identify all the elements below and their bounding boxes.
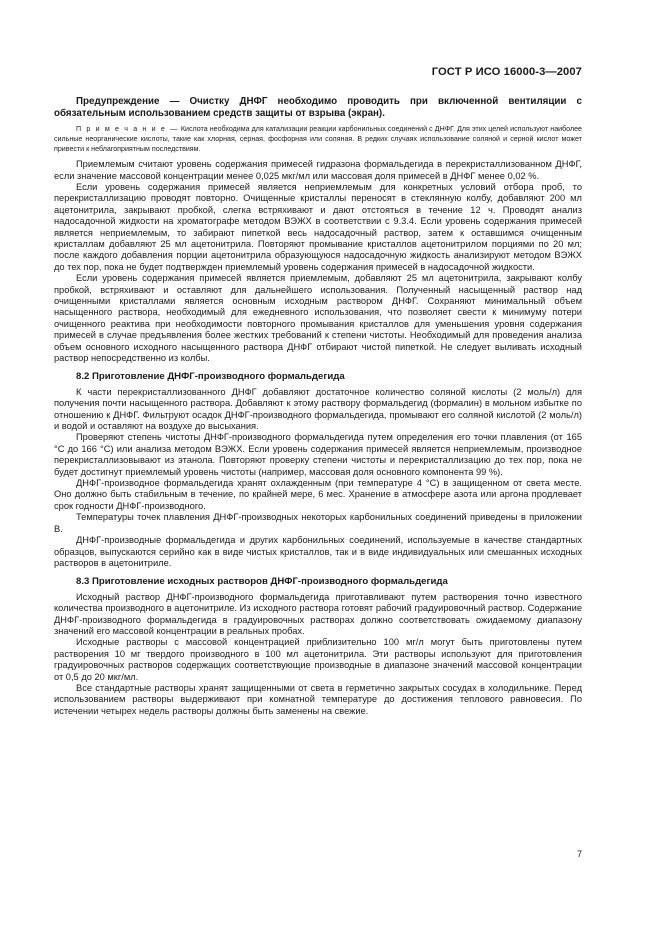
paragraph: Температуры точек плавления ДНФГ-производных некоторых карбонильных соединений приведены в приложении В. [54,512,582,534]
section-heading-8-3: 8.3 Приготовление исходных растворов ДНФГ-производного формальдегида [76,576,448,588]
note-paragraph [54,124,582,154]
paragraph: Исходные растворы с массовой концентрацией приблизительно 100 мг/л могут быть приготовлены путем растворения 10 мг твердого производного в 100 мл ацетонитрила. Эти растворы используют для приготовления градуировочных растворов содержащих соответствующие производные в диапазоне значений массовой концентрации от 0,5 до 20 мкг/мл. [54,637,582,682]
paragraph: Если уровень содержания примесей является приемлемым, добавляют 25 мл ацетонитрила, закрывают колбу пробкой, встряхивают и оставляют для дальнейшего использования. Полученный насыщенный раствор над очищенными кристаллами является основным исходным раствором ДНФГ. Сохраняют минимальный объем насыщенного раствора, необходимый для ежедневного использования, что позволяет свести к минимуму потери очищенного реактива при необходимости повторного промывания кристаллов для уменьшения уровня содержания примесей в случае предъявления более жестких требований к степени чистоты. Необходимый для проведения анализа объем основного исходного насыщенного раствора ДНФГ отбирают чистой пипеткой. Не следует выливать исходный раствор непосредственно из колбы. [54,273,582,363]
note-text: Кислота необходима для катализации реакции карбонильных соединений с ДНФГ. Для этих целей используют наиболее сильные неорганические кислоты, такие как хлорная, серная, фосфорная или соляная. В редких случаях использование соляной и серной кислот может привести к неблагоприятным последствиям. [54,124,582,153]
paragraph: Исходный раствор ДНФГ-производного формальдегида приготавливают путем растворения точно известного количества производного в ацетонитриле. Из исходного раствора готовят рабочий градуировочный раствор. Содержание ДНФГ-производного формальдегида в градуировочных растворах должно соответствовать ожидаемому диапазону значений его массовой концентрации в реальных пробах. [54,591,582,636]
paragraph: К части перекристаллизованного ДНФГ добавляют достаточное количество соляной кислоты (2 моль/л) для получения почти насыщенного раствора. Добавляют к этому раствору формальдегид (формалин) в мольном избытке по отношению к ДНФГ. Фильтруют осадок ДНФГ-производного формальдегида, промывают его соляной кислотой (2 моль/л) и водой и оставляют на воздухе до высыхания. [54,386,582,432]
paragraph: Приемлемым считают уровень содержания примесей гидразона формальдегида в перекристаллизованном ДНФГ, если значение массовой концентрации менее 0,025 мкг/мл или массовая доля примесей в ДНФГ менее 0,02 %. [54,159,582,181]
warning-paragraph: Предупреждение — Очистку ДНФГ необходимо проводить при включенной вентиляции с обязательным использованием средств защиты от взрыва (экран). [54,96,582,120]
paragraph: ДНФГ-производное формальдегида хранят охлажденным (при температуре 4 °С) в защищенном от света месте. Оно должно быть стабильным в течение, по крайней мере, 6 мес. Хранение в атмосфере азота или аргона продлевает срок годности ДНФГ-производного. [54,478,582,511]
note-label: П р и м е ч а н и е — [76,124,179,133]
document-header: ГОСТ Р ИСО 16000-3—2007 [431,66,582,78]
main-content [54,96,582,717]
paragraph: Если уровень содержания примесей является неприемлемым для конкретных условий отбора проб, то перекристаллизацию проводят повторно. Очищенные кристаллы переносят в стеклянную колбу, добавляют 200 мл ацетонитрила, закрывают пробкой, слегка встряхивают и дают отстояться в течение 12 ч. Проводят анализ надосадочной жидкости на хроматографе методом ВЭЖХ в соответствии с 9.3.4. Если уровень содержания примесей является неприемлемым, то забирают пипеткой весь надосадочный раствор, затем к оставшимся очищенным кристаллам добавляют 25 мл ацетонитрила. Повторяют промывание кристаллов ацетонитрилом порциями по 20 мл; после каждого добавления порции ацетонитрила образующуюся надосадочную жидкость анализируют методом ВЭЖХ до тех пор, пока не будет подтвержден приемлемый уровень содержания примесей в надосадочной жидкости. [54,181,582,272]
paragraph: Проверяют степень чистоты ДНФГ-производного формальдегида путем определения его точки плавления (от 165 °С до 166 °С) или анализа методом ВЭЖХ. Если уровень содержания примесей является неприемлемым, производное перекристаллизовывают из этанола. Повторяют проверку степени чистоты и перекристаллизацию до тех пор, пока не будет достигнут приемлемый уровень чистоты (например, массовая доля основного компонента 99 %). [54,432,582,477]
paragraph: ДНФГ-производные формальдегида и других карбонильных соединений, используемые в качестве стандартных образцов, выпускаются серийно как в виде чистых кристаллов, так и в виде индивидуальных или смешанных исходных растворов в ацетонитриле. [54,535,582,568]
paragraph: Все стандартные растворы хранят защищенными от света в герметично закрытых сосудах в холодильнике. Перед использованием растворы выдерживают при комнатной температуре до достижения теплового равновесия. По истечении четырех недель растворы должны быть заменены на свежие. [54,682,582,716]
page-number: 7 [576,849,582,859]
section-heading-8-2: 8.2 Приготовление ДНФГ-производного формальдегида [76,371,345,383]
